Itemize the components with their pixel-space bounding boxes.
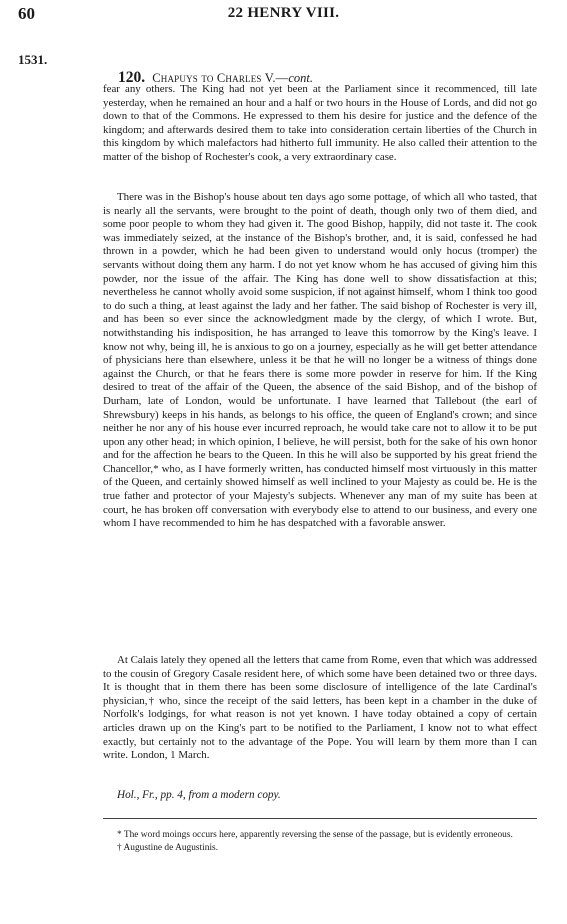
footnote-divider xyxy=(103,818,537,819)
entry-title-cont: cont. xyxy=(288,71,314,85)
body-paragraph-3 xyxy=(103,654,537,763)
footnote-2: † Augustine de Augustinis. xyxy=(117,843,219,853)
body-paragraph-2 xyxy=(103,191,537,531)
body-paragraph-1 xyxy=(103,83,537,165)
page-number: 60 xyxy=(18,4,35,23)
paragraph-text: At Calais lately they opened all the letters that came from Rome, even that which was addressed to the cousin of Gregory Casale resident here, of which some have been detained two or three days. It is thought that in them there has been some disclosure of intelligence of the late Cardinal's physician,† who, since the receipt of the said letters, has been kept in a chamber in the duke of Norfolk's lodgings, for what reason is not yet known. I have today obtained a copy of certain articles drawn up on the King's part to be notified to the Parliament, I know not to what effect exactly, but certainly not to the advantage of the Pope. You will learn by them more than I can write. London, 1 March. xyxy=(103,654,537,762)
paragraph-text: fear any others. The King had not yet been at the Parliament since it recommenced, till late yesterday, when he remained an hour and a half or two hours in the House of Lords, and did not go down to that of the Commons. He expressed to them his desire for justice and the defence of the kingdom; and afterwards desired them to take into consideration certain liberties of the Church in this kingdom by which malefactors had hitherto full immunity. He also called their attention to the matter of the bishop of Rochester's cook, a very extraordinary case. xyxy=(103,83,537,163)
paragraph-text: There was in the Bishop's house about ten days ago some pottage, of which all who tasted, that is nearly all the servants, were brought to the point of death, though only two of them died, and some poor people to whom they had given it. The good Bishop, happily, did not taste it. The cook was immediately seized, at the instance of the Bishop's brother, and, it is said, confessed he had thrown in a powder, which he had been given to understand would only hocus (tromper) the servants without doing them any harm. I do not yet know whom he has accused of giving him this powder, nor the issue of the affair. The King has done well to show dissatisfaction at this; nevertheless he cannot wholly avoid some suspicion, if not against himself, whom I think too good to do such a thing, at least against the lady and her father. The said bishop of Rochester is very ill, and has been so ever since the acknowledgment made by the clergy, of which I wrote. But, notwithstanding his indisposition, he has arranged to leave this tomorrow by the King's leave. I know not why, being ill, he is anxious to go on a journey, especially as he will get better attendance of physicians here than elsewhere, unless it be that he will no longer be a witness of things done against the Church, or that he fears there is some more powder in reserve for him. If the King desired to treat of the affair of the Queen, the absence of the said Bishop, and of the bishop of Durham, late of London, would be unfortunate. I have learned that Tallebout (the earl of Shrewsbury) keeps in his hands, as belongs to his office, the queen of England's crown; and since neither he nor any of his house ever incurred reproach, he would take care not to allow it to be put upon any other head; in which opinion, I believe, he will persist, both for the sake of his own honor and for the affection he bears to the Queen. In this he will also be supported by his great friend the Chancellor,* who, as I have formerly written, has conducted himself most virtuously in this matter of the Queen, and certainly showed himself as well inclined to your Majesty as could be. He is the true father and protector of your Majesty's subjects. Whenever any man of my suite has been at court, he has broken off conversation with everybody else to attend to our business, and every one whom I have recommended to him he has despatched with a favorable answer. xyxy=(103,191,537,530)
running-head: 22 HENRY VIII. xyxy=(227,5,340,21)
footnotes xyxy=(103,829,537,855)
source-note: Hol., Fr., pp. 4, from a modern copy. xyxy=(117,789,281,801)
entry-title: Chapuys to Charles V.— xyxy=(152,71,289,85)
entry-number: 120. xyxy=(118,69,146,86)
footnote-1: * The word moings occurs here, apparently reversing the sense of the passage, but is evidently erroneous. xyxy=(117,830,513,840)
margin-year: 1531. xyxy=(18,52,48,67)
